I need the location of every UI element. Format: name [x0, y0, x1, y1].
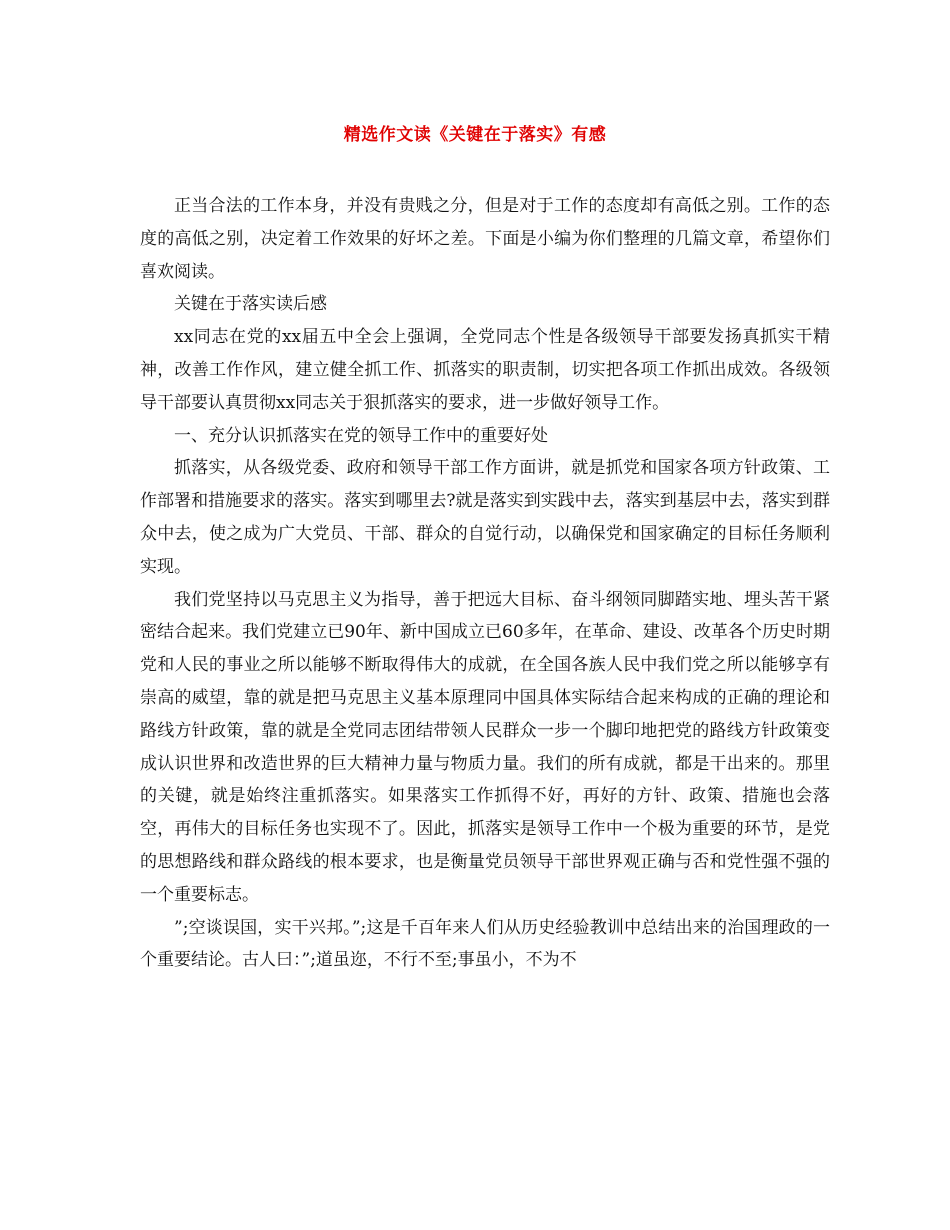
paragraph-intro: 正当合法的工作本身，并没有贵贱之分，但是对于工作的态度却有高低之别。工作的态度的高低之别，决定着工作效果的好坏之差。下面是小编为你们整理的几篇文章，希望你们喜欢阅读。	[140, 196, 830, 282]
document-body	[140, 190, 830, 977]
paragraph-subtitle: 关键在于落实读后感	[174, 294, 327, 315]
paragraph-2: 抓落实，从各级党委、政府和领导干部工作方面讲，就是抓党和国家各项方针政策、工作部署和措施要求的落实。落实到哪里去?就是落实到实践中去，落实到基层中去，落实到群众中去，使之成为广大党员、干部、群众的自觉行动，以确保党和国家确定的目标任务顺利实现。	[140, 458, 830, 577]
section-heading-1: 一、充分认识抓落实在党的领导工作中的重要好处	[174, 425, 548, 446]
document-title: 精选作文读《关键在于落实》有感	[343, 125, 607, 145]
paragraph-1: xx同志在党的xx届五中全会上强调，全党同志个性是各级领导干部要发扬真抓实干精神，改善工作作风，建立健全抓工作、抓落实的职责制，切实把各项工作抓出成效。各级领导干部要认真贯彻xx同志关于狠抓落实的要求，进一步做好领导工作。	[140, 327, 830, 413]
paragraph-4: ”;空谈误国，实干兴邦。”;这是千百年来人们从历史经验教训中总结出来的治国理政的一个重要结论。古人曰：”;道虽迩，不行不至;事虽小，不为不	[140, 917, 830, 971]
paragraph-3: 我们党坚持以马克思主义为指导，善于把远大目标、奋斗纲领同脚踏实地、埋头苦干紧密结合起来。我们党建立已90年、新中国成立已60多年，在革命、建设、改革各个历史时期党和人民的事业之所以能够不断取得伟大的成就，在全国各族人民中我们党之所以能够享有崇高的威望，靠的就是把马克思主义基本原理同中国具体实际结合起来构成的正确的理论和路线方针政策，靠的就是全党同志团结带领人民群众一步一个脚印地把党的路线方针政策变成认识世界和改造世界的巨大精神力量与物质力量。我们的所有成就，都是干出来的。那里的关键，就是始终注重抓落实。如果落实工作抓得不好，再好的方针、政策、措施也会落空，再伟大的目标任务也实现不了。因此，抓落实是领导工作中一个极为重要的环节，是党的思想路线和群众路线的根本要求，也是衡量党员领导干部世界观正确与否和党性强不强的一个重要标志。	[140, 589, 830, 905]
